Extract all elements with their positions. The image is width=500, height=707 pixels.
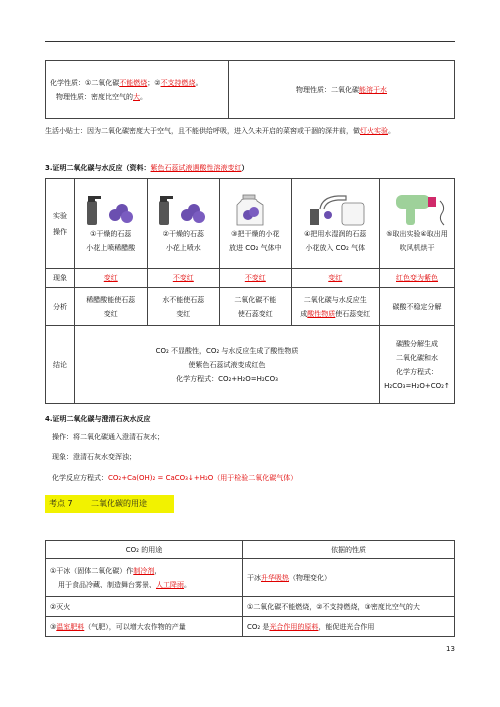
chem-2-text: ；② [147,78,161,87]
ana-1-line-2: 变红 [103,309,118,318]
spray-flower-icon [77,193,145,227]
prop-row-2: ①二氧化碳不能燃烧，②不支持燃烧，③密度比空气的大 [243,597,455,617]
ana-3-line-2: 使石蕊变红 [237,309,273,318]
ana-2-line-2: 变红 [176,309,191,318]
tip-text: 生活小贴士：因为二氧化碳密度大于空气，且不能供给呼吸，进入久未开启的菜窖或干涸的深井前，做 [45,127,360,135]
op-label-cell [46,179,75,269]
chem-2-tail: 。 [195,78,203,87]
con-label: 结论 [46,326,75,404]
op-5-line-2: 吹风机烘干 [399,243,435,252]
keypoint-banner [45,495,174,513]
header-rule [45,41,455,42]
use-1a-tail: ， [154,566,162,575]
prop-1-red: 升华吸热 [261,573,289,582]
chem-1-text: ①二氧化碳 [85,78,120,87]
ana-4-line-1: 二氧化碳与水反应生 [303,295,367,304]
phen-5: 红色变为紫色 [396,274,438,282]
chem-2-red: 不支持燃烧 [160,78,196,87]
conclusion-side [380,326,455,404]
use-1a-red: 制冷剂 [133,566,155,575]
op-5-line-1: ⑤取出实验④取出用 [386,229,448,238]
phys-right-text: 物理性质：二氧化碳 [296,85,359,94]
use-1b-text: 用于食品冷藏、制造舞台雾景、 [58,580,156,589]
ana-cell-3 [220,288,291,326]
uses-header-1: CO₂ 的用途 [46,541,243,559]
op-cell-2 [147,179,220,269]
use-row-3-cell [46,617,243,637]
heading-3-tail: ） [241,164,249,172]
right-properties-cell [229,61,455,119]
ana-1-line-1: 稀醋酸能使石蕊 [86,295,136,304]
con-main-3: 化学方程式：CO₂+H₂O=H₂CO₃ [176,374,278,383]
ana-cell-5 [380,288,455,326]
op-label-2: 操作 [53,227,67,236]
spray-bottle-icon [294,193,377,227]
ana-4-pre: 成 [300,309,308,318]
use-3-text: ③ [50,622,57,631]
op-4-line-2: 小花放入 CO₂ 气体 [305,243,366,252]
op-cell-3 [220,179,291,269]
lime-equation-red: CO₂+Ca(OH)₂ = CaCO₃↓+H₂O（用于检验二氧化碳气体） [108,474,298,482]
ana-label: 分析 [46,288,75,326]
con-side-4: H₂CO₃=H₂O+CO₂↑ [384,381,450,390]
experiment-table [45,178,455,404]
op-3-line-1: ③把干燥的小花 [231,229,280,238]
prop-3-red: 光合作用的原料 [269,622,319,631]
op-1-line-2: 小花上喷稀醋酸 [86,243,136,252]
phen-label: 现象 [46,269,75,288]
conclusion-main [75,326,380,404]
phys-left-text: 物理性质：密度比空气的 [56,92,133,101]
chem-prop-label: 化学性质： [50,78,85,87]
use-1b-red: 人工降雨 [156,580,184,589]
lime-equation-label: 化学反应方程式： [52,474,108,482]
op-1-line-1: ①干燥的石蕊 [90,229,132,238]
prop-1-tail: （物理变化） [289,573,331,582]
heading-4: 4.证明二氧化碳与澄清石灰水反应 [45,415,151,423]
lime-operation: 操作：将二氧化碳通入澄清石灰水； [52,433,164,441]
ana-4-red: 酸性物质 [307,309,336,318]
use-row-2: ②灭火 [46,597,243,617]
con-main-1: CO₂ 不显酸性，CO₂ 与水反应生成了酸性物质 [155,346,299,355]
phys-left-red: 大 [133,92,140,101]
use-1a-text: ①干冰（固体二氧化碳）作 [50,566,134,575]
phys-right-red: 能溶于水 [359,85,387,94]
left-properties-cell [46,61,229,119]
keypoint-title: 二氧化碳的用途 [91,499,147,508]
op-4-line-1: ④把用水湿润的石蕊 [304,229,367,238]
ana-5-line-1: 碳酸不稳定分解 [392,302,442,311]
op-2-line-1: ②干燥的石蕊 [162,229,204,238]
con-side-1: 碳酸分解生成 [396,339,438,348]
hair-dryer-icon [382,193,452,227]
ana-cell-2 [147,288,220,326]
page-number: 13 [446,645,455,653]
phen-3: 不变红 [244,274,266,282]
con-side-3: 化学方程式： [396,367,438,376]
keypoint-number: 考点 7 [49,499,73,508]
phys-left-tail: 。 [140,92,147,101]
prop-row-1-cell [243,559,455,597]
ana-cell-1 [75,288,148,326]
ana-cell-4 [291,288,379,326]
op-cell-5 [380,179,455,269]
heading-3-red: 紫色石蕊试液遇酸性溶液变红 [150,164,242,172]
prop-3-text: CO₂ 是 [247,622,270,631]
properties-table [45,60,455,119]
prop-3-tail: ，能促进光合作用 [318,622,375,631]
use-3-tail: （气肥），可以增大农作物的产量 [84,622,186,631]
spray-flower-icon [150,193,218,227]
prop-row-3-cell [243,617,455,637]
con-main-2: 使紫色石蕊试液变成红色 [188,360,266,369]
use-1b-tail: 。 [184,580,191,589]
con-side-2: 二氧化碳和水 [396,353,438,362]
ana-4-tail: 使石蕊变红 [335,309,371,318]
uses-table [45,540,455,637]
ana-3-line-1: 二氧化碳不能 [234,295,277,304]
op-3-line-2: 放进 CO₂ 气体中 [228,243,282,252]
op-cell-1 [75,179,148,269]
phen-4: 变红 [328,274,343,282]
op-cell-4 [291,179,379,269]
tip-red: 灯火实验 [360,127,388,135]
lime-phenomenon: 现象：澄清石灰水变浑浊； [52,453,136,461]
prop-1-text: 干冰 [247,573,261,582]
op-2-line-2: 小花上喷水 [165,243,201,252]
use-row-1-cell [46,559,243,597]
tip-tail: 。 [388,127,395,135]
chem-1-red: 不能燃烧 [119,78,148,87]
heading-3 [45,163,249,173]
heading-3-text: 3.证明二氧化碳与水反应（资料： [45,164,151,172]
op-label-1: 实验 [53,211,67,220]
lime-equation [52,473,297,483]
jar-flower-icon [222,193,288,227]
ana-2-line-1: 水不能使石蕊 [162,295,205,304]
life-tip [45,124,457,139]
uses-header-2: 依据的性质 [243,541,455,559]
phen-2: 不变红 [172,274,194,282]
phen-1: 变红 [103,274,118,282]
use-3-red: 温室肥料 [56,622,85,631]
